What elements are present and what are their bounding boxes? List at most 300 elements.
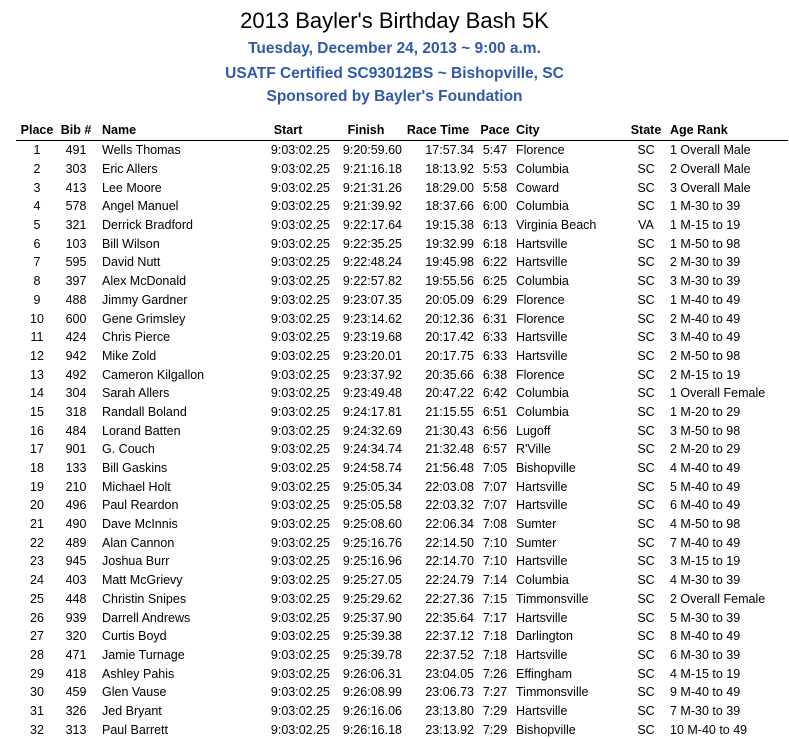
cell-finish: 9:26:16.18 (330, 720, 402, 739)
cell-race-time: 22:03.32 (402, 496, 474, 515)
cell-pace: 6:31 (474, 309, 516, 328)
table-row (16, 702, 788, 721)
cell-age-rank: 1 M-15 to 19 (664, 216, 788, 235)
cell-bib: 489 (58, 533, 94, 552)
column-header-place: Place (16, 120, 58, 141)
cell-race-time: 22:35.64 (402, 608, 474, 627)
cell-state: SC (628, 683, 664, 702)
cell-finish: 9:26:08.99 (330, 683, 402, 702)
cell-race-time: 19:45.98 (402, 253, 474, 272)
cell-state: SC (628, 496, 664, 515)
cell-place: 10 (16, 309, 58, 328)
cell-state: SC (628, 160, 664, 179)
cell-pace: 7:29 (474, 702, 516, 721)
cell-bib: 418 (58, 664, 94, 683)
table-row (16, 178, 788, 197)
cell-start: 9:03:02.25 (246, 571, 330, 590)
cell-place: 9 (16, 291, 58, 310)
cell-bib: 496 (58, 496, 94, 515)
cell-age-rank: 2 Overall Male (664, 160, 788, 179)
cell-state: SC (628, 646, 664, 665)
cell-state: SC (628, 347, 664, 366)
table-row (16, 403, 788, 422)
table-row (16, 234, 788, 253)
cell-bib: 318 (58, 403, 94, 422)
cell-finish: 9:26:16.06 (330, 702, 402, 721)
cell-state: SC (628, 365, 664, 384)
cell-age-rank: 7 M-40 to 49 (664, 533, 788, 552)
cell-race-time: 21:30.43 (402, 421, 474, 440)
cell-finish: 9:25:05.58 (330, 496, 402, 515)
cell-age-rank: 5 M-40 to 49 (664, 477, 788, 496)
cell-bib: 424 (58, 328, 94, 347)
cell-pace: 7:05 (474, 459, 516, 478)
cell-start: 9:03:02.25 (246, 384, 330, 403)
cell-age-rank: 4 M-15 to 19 (664, 664, 788, 683)
cell-bib: 403 (58, 571, 94, 590)
cell-finish: 9:22:17.64 (330, 216, 402, 235)
cell-state: SC (628, 272, 664, 291)
results-table-body (16, 141, 788, 739)
table-row (16, 197, 788, 216)
cell-bib: 491 (58, 141, 94, 160)
cell-state: SC (628, 403, 664, 422)
table-row (16, 608, 788, 627)
column-header-state: State (628, 120, 664, 141)
cell-name: Sarah Allers (94, 384, 246, 403)
cell-start: 9:03:02.25 (246, 646, 330, 665)
cell-finish: 9:25:39.38 (330, 627, 402, 646)
cell-state: SC (628, 515, 664, 534)
cell-race-time: 23:04.05 (402, 664, 474, 683)
cell-age-rank: 3 M-40 to 49 (664, 328, 788, 347)
cell-pace: 6:42 (474, 384, 516, 403)
table-row (16, 552, 788, 571)
cell-start: 9:03:02.25 (246, 309, 330, 328)
cell-start: 9:03:02.25 (246, 178, 330, 197)
cell-pace: 7:26 (474, 664, 516, 683)
cell-start: 9:03:02.25 (246, 496, 330, 515)
cell-pace: 6:38 (474, 365, 516, 384)
cell-bib: 459 (58, 683, 94, 702)
cell-age-rank: 1 M-50 to 98 (664, 234, 788, 253)
cell-finish: 9:22:57.82 (330, 272, 402, 291)
cell-start: 9:03:02.25 (246, 702, 330, 721)
cell-name: David Nutt (94, 253, 246, 272)
cell-pace: 7:10 (474, 533, 516, 552)
cell-pace: 6:56 (474, 421, 516, 440)
cell-pace: 7:29 (474, 720, 516, 739)
cell-age-rank: 8 M-40 to 49 (664, 627, 788, 646)
cell-state: SC (628, 720, 664, 739)
cell-name: Paul Reardon (94, 496, 246, 515)
cell-pace: 7:08 (474, 515, 516, 534)
cell-city: Coward (516, 178, 628, 197)
cell-age-rank: 10 M-40 to 49 (664, 720, 788, 739)
cell-city: Hartsville (516, 646, 628, 665)
cell-start: 9:03:02.25 (246, 627, 330, 646)
cell-finish: 9:22:48.24 (330, 253, 402, 272)
cell-city: Hartsville (516, 253, 628, 272)
cell-finish: 9:25:16.76 (330, 533, 402, 552)
cell-city: Columbia (516, 403, 628, 422)
cell-finish: 9:24:58.74 (330, 459, 402, 478)
cell-bib: 103 (58, 234, 94, 253)
cell-city: Columbia (516, 272, 628, 291)
cell-pace: 7:17 (474, 608, 516, 627)
cell-start: 9:03:02.25 (246, 291, 330, 310)
cell-finish: 9:25:08.60 (330, 515, 402, 534)
cell-place: 26 (16, 608, 58, 627)
cell-age-rank: 6 M-40 to 49 (664, 496, 788, 515)
cell-race-time: 22:37.52 (402, 646, 474, 665)
cell-age-rank: 2 M-30 to 39 (664, 253, 788, 272)
cell-start: 9:03:02.25 (246, 664, 330, 683)
cell-name: Christin Snipes (94, 590, 246, 609)
cell-race-time: 18:29.00 (402, 178, 474, 197)
cell-pace: 6:22 (474, 253, 516, 272)
cell-state: SC (628, 253, 664, 272)
cell-age-rank: 2 M-20 to 29 (664, 440, 788, 459)
cell-pace: 7:07 (474, 477, 516, 496)
cell-name: Gene Grimsley (94, 309, 246, 328)
cell-bib: 320 (58, 627, 94, 646)
cell-place: 5 (16, 216, 58, 235)
cell-place: 32 (16, 720, 58, 739)
table-row (16, 160, 788, 179)
cell-place: 6 (16, 234, 58, 253)
cell-age-rank: 3 Overall Male (664, 178, 788, 197)
cell-race-time: 20:17.42 (402, 328, 474, 347)
table-row (16, 328, 788, 347)
cell-age-rank: 7 M-30 to 39 (664, 702, 788, 721)
cell-start: 9:03:02.25 (246, 608, 330, 627)
page-title: 2013 Bayler's Birthday Bash 5K (0, 8, 789, 34)
cell-pace: 6:33 (474, 328, 516, 347)
cell-finish: 9:23:49.48 (330, 384, 402, 403)
cell-start: 9:03:02.25 (246, 590, 330, 609)
table-row (16, 253, 788, 272)
cell-state: SC (628, 291, 664, 310)
cell-start: 9:03:02.25 (246, 459, 330, 478)
cell-age-rank: 2 M-50 to 98 (664, 347, 788, 366)
table-row (16, 459, 788, 478)
cell-bib: 488 (58, 291, 94, 310)
cell-start: 9:03:02.25 (246, 403, 330, 422)
cell-bib: 210 (58, 477, 94, 496)
cell-start: 9:03:02.25 (246, 347, 330, 366)
cell-pace: 7:18 (474, 646, 516, 665)
cell-state: SC (628, 141, 664, 160)
cell-age-rank: 3 M-50 to 98 (664, 421, 788, 440)
cell-bib: 397 (58, 272, 94, 291)
column-header-city: City (516, 120, 628, 141)
cell-finish: 9:25:39.78 (330, 646, 402, 665)
cell-finish: 9:20:59.60 (330, 141, 402, 160)
cell-pace: 5:58 (474, 178, 516, 197)
cell-finish: 9:23:19.68 (330, 328, 402, 347)
cell-race-time: 21:15.55 (402, 403, 474, 422)
column-header-race-time: Race Time (402, 120, 474, 141)
table-row (16, 571, 788, 590)
cell-state: SC (628, 627, 664, 646)
cell-bib: 303 (58, 160, 94, 179)
cell-finish: 9:24:34.74 (330, 440, 402, 459)
column-header-age-rank: Age Rank (664, 120, 788, 141)
cell-name: G. Couch (94, 440, 246, 459)
cell-finish: 9:26:06.31 (330, 664, 402, 683)
cell-race-time: 22:24.79 (402, 571, 474, 590)
cell-finish: 9:23:07.35 (330, 291, 402, 310)
cell-bib: 471 (58, 646, 94, 665)
cell-race-time: 22:14.50 (402, 533, 474, 552)
cell-city: Columbia (516, 384, 628, 403)
cell-state: SC (628, 197, 664, 216)
cell-state: SC (628, 664, 664, 683)
cell-name: Chris Pierce (94, 328, 246, 347)
cell-name: Michael Holt (94, 477, 246, 496)
cell-city: Hartsville (516, 477, 628, 496)
cell-place: 17 (16, 440, 58, 459)
table-row (16, 384, 788, 403)
cell-race-time: 19:15.38 (402, 216, 474, 235)
table-row (16, 347, 788, 366)
cell-place: 1 (16, 141, 58, 160)
cell-place: 11 (16, 328, 58, 347)
cell-place: 7 (16, 253, 58, 272)
cell-state: SC (628, 328, 664, 347)
cell-place: 31 (16, 702, 58, 721)
cell-finish: 9:23:14.62 (330, 309, 402, 328)
table-row (16, 291, 788, 310)
cell-place: 16 (16, 421, 58, 440)
cell-finish: 9:21:39.92 (330, 197, 402, 216)
cell-name: Angel Manuel (94, 197, 246, 216)
cell-bib: 600 (58, 309, 94, 328)
cell-bib: 133 (58, 459, 94, 478)
cell-bib: 595 (58, 253, 94, 272)
header-row (16, 120, 788, 141)
table-row (16, 533, 788, 552)
cell-name: Jimmy Gardner (94, 291, 246, 310)
cell-bib: 490 (58, 515, 94, 534)
cell-race-time: 19:55.56 (402, 272, 474, 291)
cell-state: SC (628, 309, 664, 328)
cell-city: Bishopville (516, 459, 628, 478)
cell-pace: 7:14 (474, 571, 516, 590)
table-row (16, 365, 788, 384)
cell-place: 18 (16, 459, 58, 478)
cell-start: 9:03:02.25 (246, 365, 330, 384)
sponsor-line: Sponsored by Bayler's Foundation (0, 88, 789, 106)
cell-age-rank: 3 M-15 to 19 (664, 552, 788, 571)
cell-start: 9:03:02.25 (246, 234, 330, 253)
cell-age-rank: 5 M-30 to 39 (664, 608, 788, 627)
cell-age-rank: 2 M-15 to 19 (664, 365, 788, 384)
cell-name: Darrell Andrews (94, 608, 246, 627)
cell-city: Hartsville (516, 702, 628, 721)
cell-age-rank: 9 M-40 to 49 (664, 683, 788, 702)
table-row (16, 627, 788, 646)
table-row (16, 477, 788, 496)
cell-start: 9:03:02.25 (246, 515, 330, 534)
cell-city: Sumter (516, 533, 628, 552)
table-row (16, 141, 788, 160)
cell-pace: 5:53 (474, 160, 516, 179)
cell-name: Glen Vause (94, 683, 246, 702)
cell-name: Cameron Kilgallon (94, 365, 246, 384)
cell-age-rank: 1 Overall Female (664, 384, 788, 403)
cell-state: SC (628, 459, 664, 478)
cell-name: Alan Cannon (94, 533, 246, 552)
cell-name: Curtis Boyd (94, 627, 246, 646)
cell-finish: 9:25:37.90 (330, 608, 402, 627)
cell-race-time: 22:27.36 (402, 590, 474, 609)
cell-city: Hartsville (516, 608, 628, 627)
cell-finish: 9:21:16.18 (330, 160, 402, 179)
cell-start: 9:03:02.25 (246, 477, 330, 496)
cell-pace: 7:07 (474, 496, 516, 515)
cell-pace: 6:00 (474, 197, 516, 216)
cell-bib: 448 (58, 590, 94, 609)
cell-name: Derrick Bradford (94, 216, 246, 235)
cell-finish: 9:25:16.96 (330, 552, 402, 571)
cell-race-time: 20:47.22 (402, 384, 474, 403)
cell-place: 3 (16, 178, 58, 197)
cell-start: 9:03:02.25 (246, 216, 330, 235)
cell-finish: 9:25:05.34 (330, 477, 402, 496)
cell-name: Dave McInnis (94, 515, 246, 534)
cell-place: 27 (16, 627, 58, 646)
cell-state: SC (628, 571, 664, 590)
cell-finish: 9:25:27.05 (330, 571, 402, 590)
cell-place: 28 (16, 646, 58, 665)
cell-pace: 6:25 (474, 272, 516, 291)
cell-state: SC (628, 421, 664, 440)
cell-bib: 484 (58, 421, 94, 440)
cell-race-time: 21:32.48 (402, 440, 474, 459)
table-row (16, 216, 788, 235)
cell-age-rank: 2 M-40 to 49 (664, 309, 788, 328)
cell-race-time: 22:14.70 (402, 552, 474, 571)
cell-name: Jed Bryant (94, 702, 246, 721)
cell-start: 9:03:02.25 (246, 683, 330, 702)
cell-race-time: 18:13.92 (402, 160, 474, 179)
cell-race-time: 17:57.34 (402, 141, 474, 160)
cell-race-time: 23:06.73 (402, 683, 474, 702)
table-row (16, 496, 788, 515)
cell-start: 9:03:02.25 (246, 533, 330, 552)
cell-finish: 9:24:32.69 (330, 421, 402, 440)
column-header-start: Start (246, 120, 330, 141)
cell-age-rank: 1 M-20 to 29 (664, 403, 788, 422)
cell-start: 9:03:02.25 (246, 197, 330, 216)
event-date-line: Tuesday, December 24, 2013 ~ 9:00 a.m. (0, 40, 789, 58)
cell-city: Timmonsville (516, 590, 628, 609)
cell-place: 2 (16, 160, 58, 179)
cell-state: SC (628, 477, 664, 496)
cell-bib: 321 (58, 216, 94, 235)
results-table-header (16, 120, 788, 141)
cell-pace: 5:47 (474, 141, 516, 160)
cell-name: Eric Allers (94, 160, 246, 179)
cell-place: 8 (16, 272, 58, 291)
cell-bib: 304 (58, 384, 94, 403)
cell-city: Hartsville (516, 347, 628, 366)
cell-finish: 9:23:37.92 (330, 365, 402, 384)
cell-city: Timmonsville (516, 683, 628, 702)
cell-state: VA (628, 216, 664, 235)
cell-name: Lorand Batten (94, 421, 246, 440)
table-row (16, 440, 788, 459)
cell-place: 15 (16, 403, 58, 422)
cell-pace: 7:18 (474, 627, 516, 646)
cell-place: 21 (16, 515, 58, 534)
cell-age-rank: 4 M-30 to 39 (664, 571, 788, 590)
cell-pace: 6:13 (474, 216, 516, 235)
cell-place: 23 (16, 552, 58, 571)
cell-race-time: 20:17.75 (402, 347, 474, 366)
cell-name: Lee Moore (94, 178, 246, 197)
cell-city: Bishopville (516, 720, 628, 739)
certification-line: USATF Certified SC93012BS ~ Bishopville, SC (0, 65, 789, 83)
cell-finish: 9:25:29.62 (330, 590, 402, 609)
cell-city: Darlington (516, 627, 628, 646)
cell-place: 4 (16, 197, 58, 216)
cell-age-rank: 1 Overall Male (664, 141, 788, 160)
cell-name: Randall Boland (94, 403, 246, 422)
cell-race-time: 23:13.92 (402, 720, 474, 739)
cell-city: Hartsville (516, 552, 628, 571)
cell-pace: 7:15 (474, 590, 516, 609)
cell-bib: 942 (58, 347, 94, 366)
cell-start: 9:03:02.25 (246, 253, 330, 272)
cell-place: 24 (16, 571, 58, 590)
cell-state: SC (628, 702, 664, 721)
cell-start: 9:03:02.25 (246, 272, 330, 291)
cell-state: SC (628, 533, 664, 552)
cell-name: Bill Gaskins (94, 459, 246, 478)
cell-city: Hartsville (516, 234, 628, 253)
cell-state: SC (628, 552, 664, 571)
cell-city: Sumter (516, 515, 628, 534)
results-table (16, 120, 788, 739)
cell-bib: 413 (58, 178, 94, 197)
cell-race-time: 19:32.99 (402, 234, 474, 253)
cell-name: Wells Thomas (94, 141, 246, 160)
cell-finish: 9:21:31.26 (330, 178, 402, 197)
cell-city: Florence (516, 141, 628, 160)
cell-place: 12 (16, 347, 58, 366)
cell-pace: 6:51 (474, 403, 516, 422)
cell-race-time: 22:06.34 (402, 515, 474, 534)
cell-state: SC (628, 178, 664, 197)
cell-race-time: 22:03.08 (402, 477, 474, 496)
column-header-name: Name (94, 120, 246, 141)
cell-city: Virginia Beach (516, 216, 628, 235)
cell-race-time: 20:35.66 (402, 365, 474, 384)
table-row (16, 515, 788, 534)
cell-state: SC (628, 234, 664, 253)
cell-bib: 313 (58, 720, 94, 739)
cell-start: 9:03:02.25 (246, 328, 330, 347)
cell-age-rank: 4 M-40 to 49 (664, 459, 788, 478)
column-header-finish: Finish (330, 120, 402, 141)
cell-state: SC (628, 440, 664, 459)
cell-start: 9:03:02.25 (246, 160, 330, 179)
cell-race-time: 20:05.09 (402, 291, 474, 310)
cell-name: Ashley Pahis (94, 664, 246, 683)
